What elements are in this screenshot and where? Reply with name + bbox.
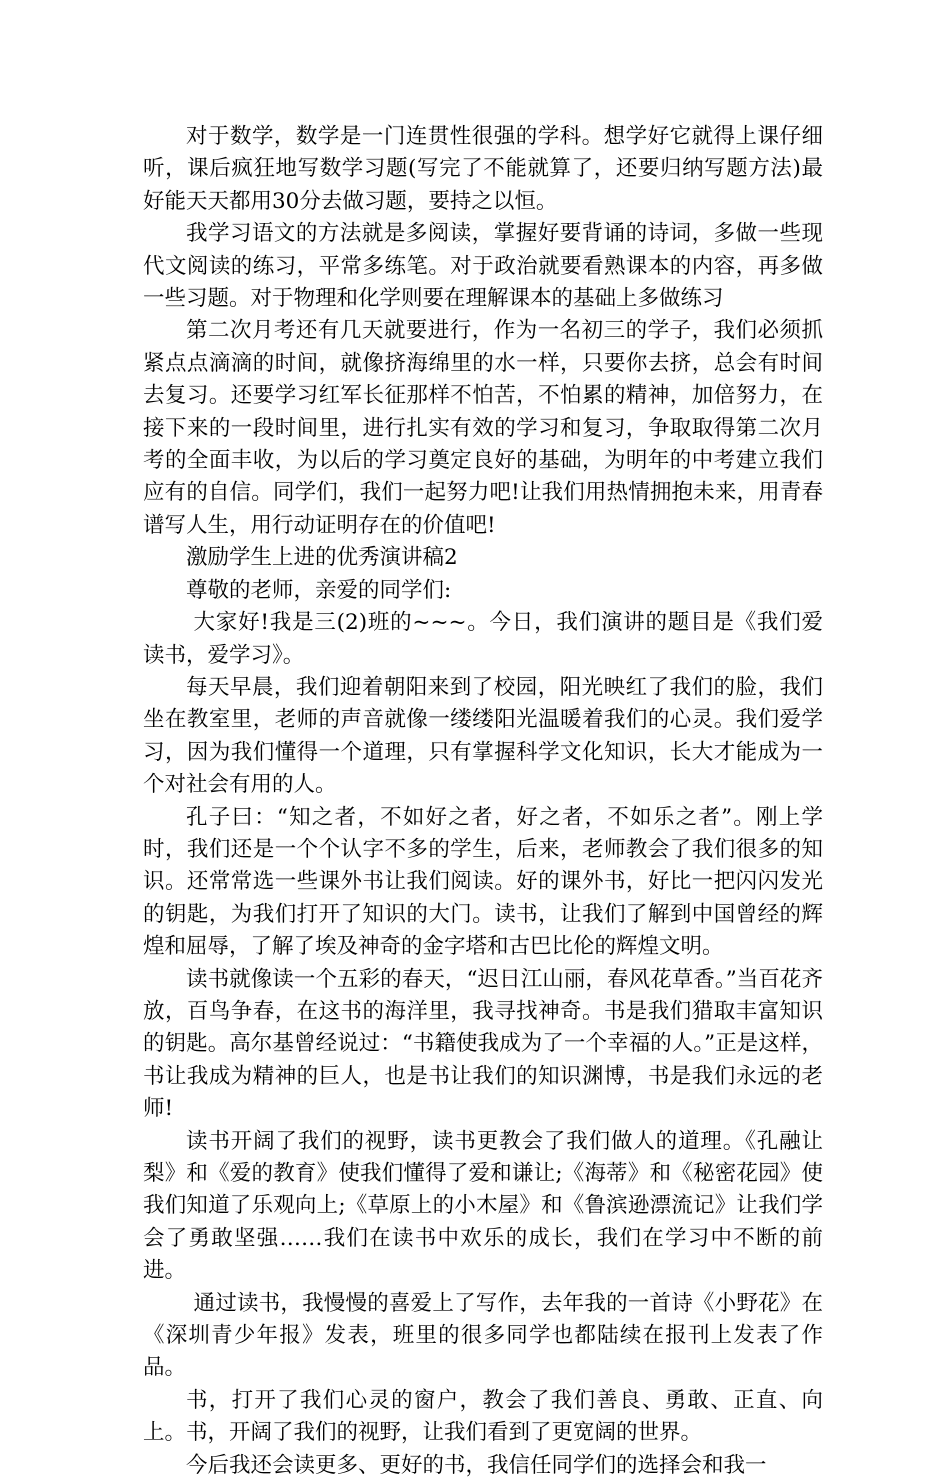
paragraph-writing: 通过读书，我慢慢的喜爱上了写作，去年我的一首诗《小野花》在《深圳青少年报》发表，班里的很多同学也都陆续在报刊上发表了作品。: [143, 1290, 823, 1381]
paragraph-chinese-study: 我学习语文的方法就是多阅读，掌握好要背诵的诗词，多做一些现代文阅读的练习，平常多练笔。对于政治就要看熟课本的内容，再多做一些习题。对于物理和化学则要在理解课本的基础上多做练习: [143, 221, 823, 312]
speech-salutation: 尊敬的老师，亲爱的同学们:: [186, 577, 452, 603]
paragraph-greeting: 大家好!我是三(2)班的~~~。今日，我们演讲的题目是《我们爱读书，爱学习》。: [143, 610, 823, 668]
paragraph-morning: 每天早晨，我们迎着朝阳来到了校园，阳光映红了我们的脸，我们坐在教室里，老师的声音就像一缕缕阳光温暖着我们的心灵。我们爱学习，因为我们懂得一个道理，只有掌握科学文化知识，长大才能成为一个对社会有用的人。: [143, 674, 823, 798]
paragraph-math: 对于数学，数学是一门连贯性很强的学科。想学好它就得上课仔细听，课后疯狂地写数学习题(写完了不能就算了，还要归纳写题方法)最好能天天都用30分去做习题，要持之以恒。: [143, 124, 823, 214]
document-body: [143, 121, 823, 1482]
paragraph-monthly-exam: 第二次月考还有几天就要进行，作为一名初三的学子，我们必须抓紧点点滴滴的时间，就像挤海绵里的水一样，只要你去挤，总会有时间去复习。还要学习红军长征那样不怕苦，不怕累的精神，加倍努力，在接下来的一段时间里，进行扎实有效的学习和复习，争取取得第二次月考的全面丰收，为以后的学习奠定良好的基础，为明年的中考建立我们应有的自信。同学们，我们一起努力吧!让我们用热情拥抱未来，用青春谱写人生，用行动证明存在的价值吧!: [143, 318, 823, 538]
paragraph-spring: 读书就像读一个五彩的春天，“迟日江山丽，春风花草香。”当百花齐放，百鸟争春，在这书的海洋里，我寻找神奇。书是我们猎取丰富知识的钥匙。高尔基曾经说过：“书籍使我成为了一个幸福的人。”正是这样，书让我成为精神的巨人，也是书让我们的知识渊博，书是我们永远的老师!: [143, 966, 823, 1122]
paragraph-window: 书，打开了我们心灵的窗户，教会了我们善良、勇敢、正直、向上。书，开阔了我们的视野，让我们看到了更宽阔的世界。: [143, 1387, 823, 1446]
paragraph-future: 今后我还会读更多、更好的书，我信任同学们的选择会和我一: [186, 1452, 767, 1478]
paragraph-confucius: 孔子曰：“知之者，不如好之者，好之者，不如乐之者”。刚上学时，我们还是一个个认字不多的学生，后来，老师教会了我们很多的知识。还常常选一些课外书让我们阅读。好的课外书，好比一把闪闪发光的钥匙，为我们打开了知识的大门。读书，让我们了解到中国曾经的辉煌和屈辱，了解了埃及神奇的金字塔和古巴比伦的辉煌文明。: [143, 804, 823, 960]
paragraph-vision: 读书开阔了我们的视野，读书更教会了我们做人的道理。《孔融让梨》和《爱的教育》使我们懂得了爱和谦让;《海蒂》和《秘密花园》使我们知道了乐观向上;《草原上的小木屋》和《鲁滨逊漂流记》让我们学会了勇敢坚强……我们在读书中欢乐的成长，我们在学习中不断的前进。: [143, 1128, 823, 1284]
speech-title: 激励学生上进的优秀演讲稿2: [186, 545, 458, 571]
